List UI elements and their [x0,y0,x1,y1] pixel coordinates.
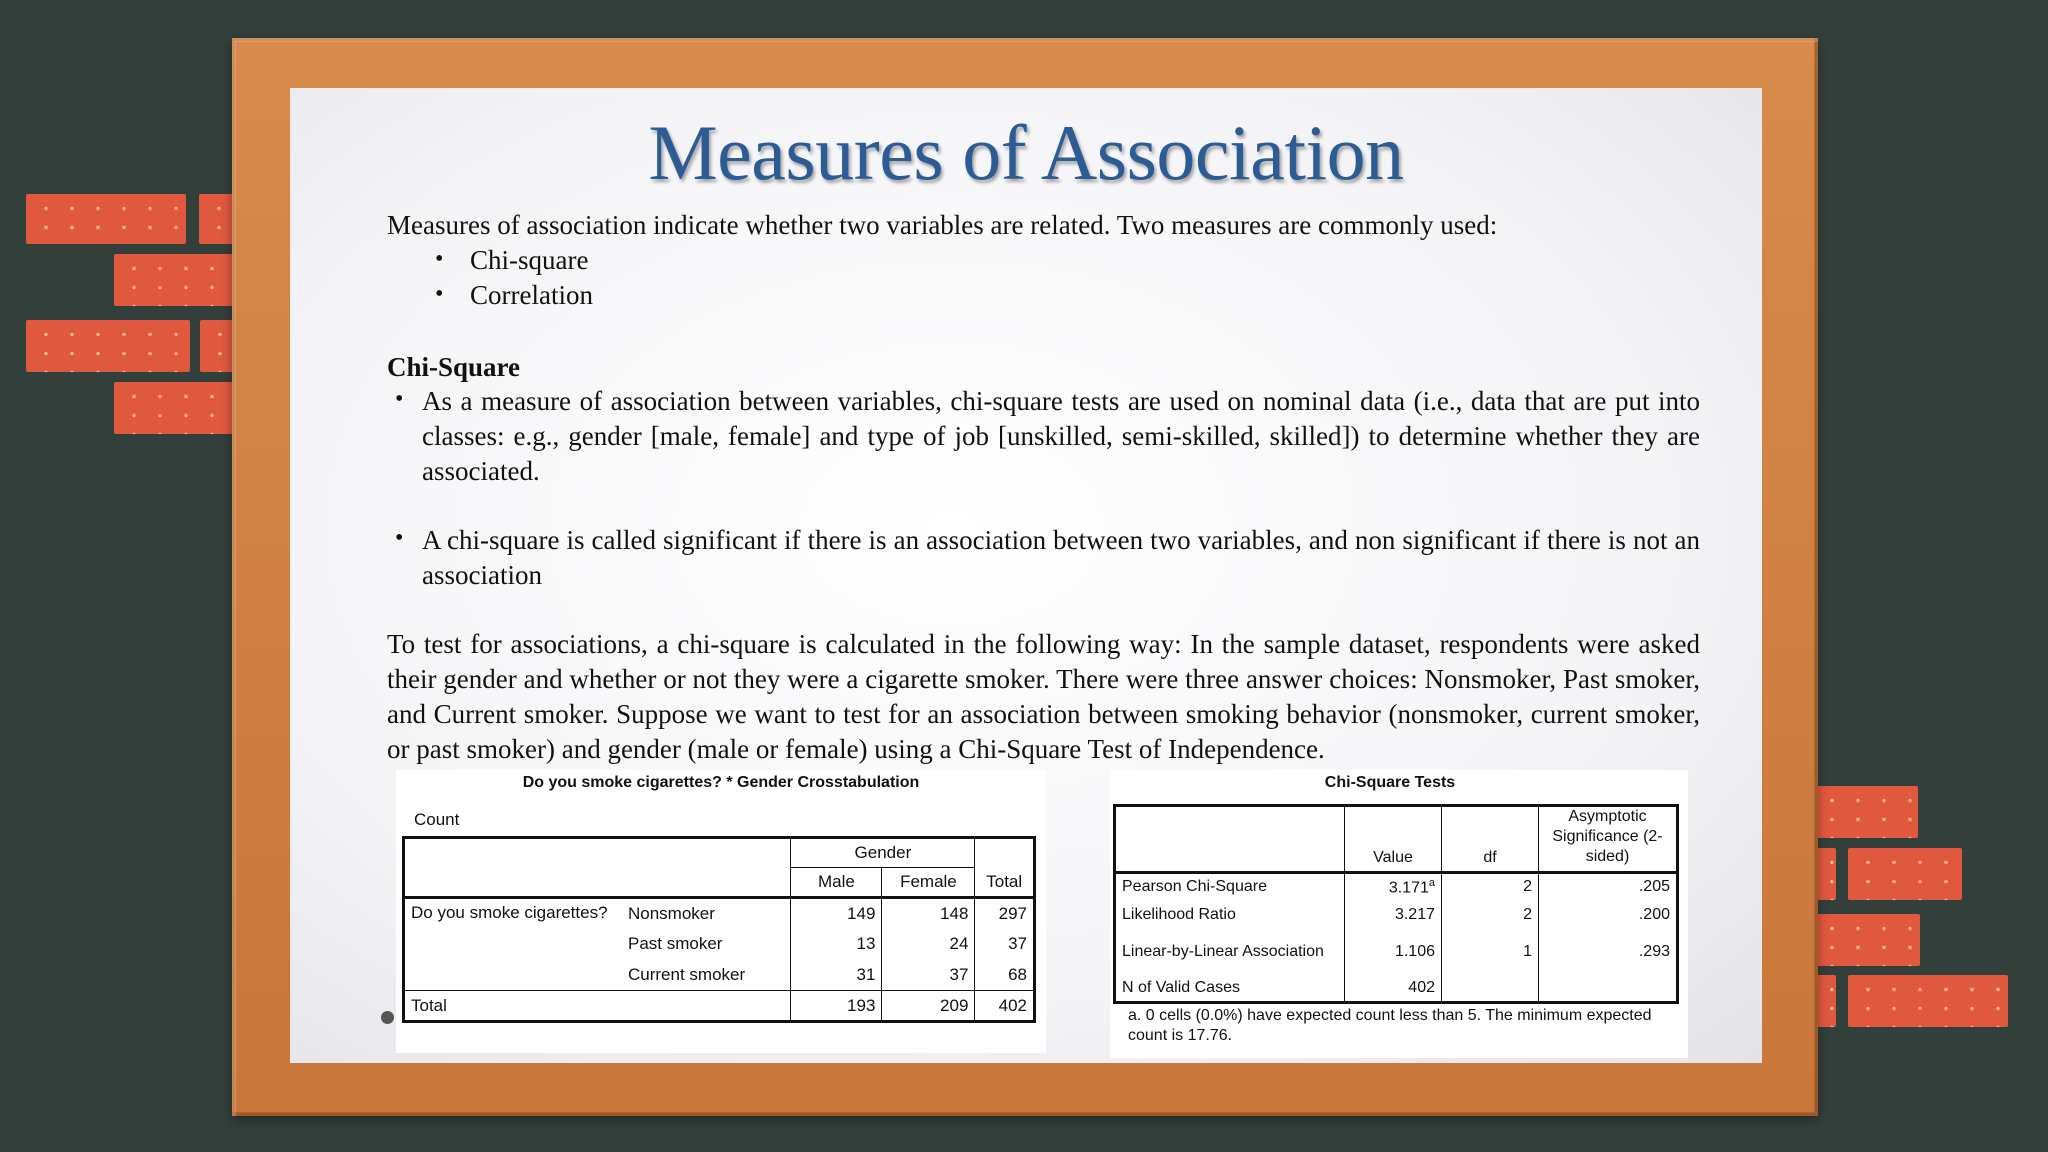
brick [114,382,239,434]
value-number: 3.171 [1388,879,1429,897]
total-male: 193 [791,991,882,1022]
cell-df: 2 [1442,901,1539,929]
cell-value: 3.217 [1345,901,1442,929]
chisq-footnote: a. 0 cells (0.0%) have expected count less than 5. The minimum expected count is 17.76. [1128,1007,1652,1044]
col-value: Value [1345,806,1442,873]
row-variable: Do you smoke cigarettes? [411,903,608,922]
col-df: df [1442,806,1539,873]
cell-female: 37 [882,960,975,991]
brick [114,254,239,306]
bullet-icon: • [395,386,404,412]
intro-item: Correlation [470,280,593,310]
cell-female: 24 [882,929,975,960]
row-label: Nonsmoker [622,898,791,929]
col-sig: Asymptotic Significance (2-sided) [1539,806,1678,873]
cell-sig [1539,975,1678,1003]
cell-male: 31 [791,960,882,991]
bullet-icon: • [395,525,404,551]
slide-title: Measures of Association [648,109,1404,196]
brick [1848,975,2008,1027]
pointer-dot [381,1011,394,1024]
bullet-icon: • [435,246,444,272]
col-total: Total [975,838,1035,898]
bullet-icon: • [435,281,444,307]
cell-sig: .200 [1638,905,1670,923]
cell-male: 13 [791,929,882,960]
row-label: N of Valid Cases [1115,975,1345,1003]
corner-cell [1115,806,1345,873]
intro-text: Measures of association indicate whether two variables are related. Two measures are commonly used: [387,210,1498,240]
total-total: 402 [998,995,1027,1015]
slide [290,88,1762,1063]
count-label: Count [414,810,460,829]
chisq-table [1113,804,1679,1004]
brick [1848,848,1962,900]
cell-total: 297 [998,903,1027,923]
cell-df: 1 [1442,929,1539,975]
total-label: Total [404,991,791,1022]
section-heading: Chi-Square [387,352,521,382]
row-label: Pearson Chi-Square [1115,873,1345,901]
cell-sig: .205 [1638,878,1670,896]
chisq-title: Chi-Square Tests [1324,774,1456,791]
crosstab-table [402,836,1036,1023]
bullet-text: A chi-square is called significant if there is an association between two variables, and non significant if there is not an association [422,525,1700,590]
brick [26,320,190,372]
gender-header: Gender [791,838,975,868]
crosstab-title: Do you smoke cigarettes? * Gender Crosstabulation [522,774,920,791]
cell-value: 402 [1345,975,1442,1003]
cell-df [1442,975,1539,1003]
corner-cell [404,838,791,898]
row-label: Past smoker [622,929,791,960]
brick [1812,786,1918,838]
footnote-marker: a [1428,877,1435,890]
brick [1812,914,1920,966]
col-female: Female [882,868,975,898]
row-label: Current smoker [622,960,791,991]
cell-value [1345,873,1442,901]
brick [26,194,186,244]
cell-total: 37 [1008,934,1027,953]
row-label: Linear-by-Linear Association [1115,929,1345,975]
col-male: Male [791,868,882,898]
bullet-text: As a measure of association between variables, chi-square tests are used on nominal data (i.e., data that are put into classes: e.g., gender [male, female] and type of job [unskilled, semi-skilled, skilled]) to determine whether they are associated. [422,386,1700,486]
cell-df: 2 [1442,873,1539,901]
cell-total: 68 [975,960,1035,991]
cell-male: 149 [791,898,882,929]
chisq-panel [1110,770,1688,1058]
intro-item: Chi-square [470,245,589,275]
body-paragraph: To test for associations, a chi-square is calculated in the following way: In the sample dataset, respondents were asked their gender and whether or not they were a cigarette smoker. There were three answer choices: Nonsmoker, Past smoker, and Current smoker. Suppose we want to test for an association between smoking behavior (nonsmoker, current smoker, or past smoker) and gender (male or female) using a Chi-Square Test of Independence. [387,629,1700,764]
total-female: 209 [882,991,975,1022]
cell-sig: .293 [1638,942,1670,960]
row-label: Likelihood Ratio [1115,901,1345,929]
cell-female: 148 [882,898,975,929]
cell-value: 1.106 [1345,929,1442,975]
crosstab-panel [396,770,1046,1053]
